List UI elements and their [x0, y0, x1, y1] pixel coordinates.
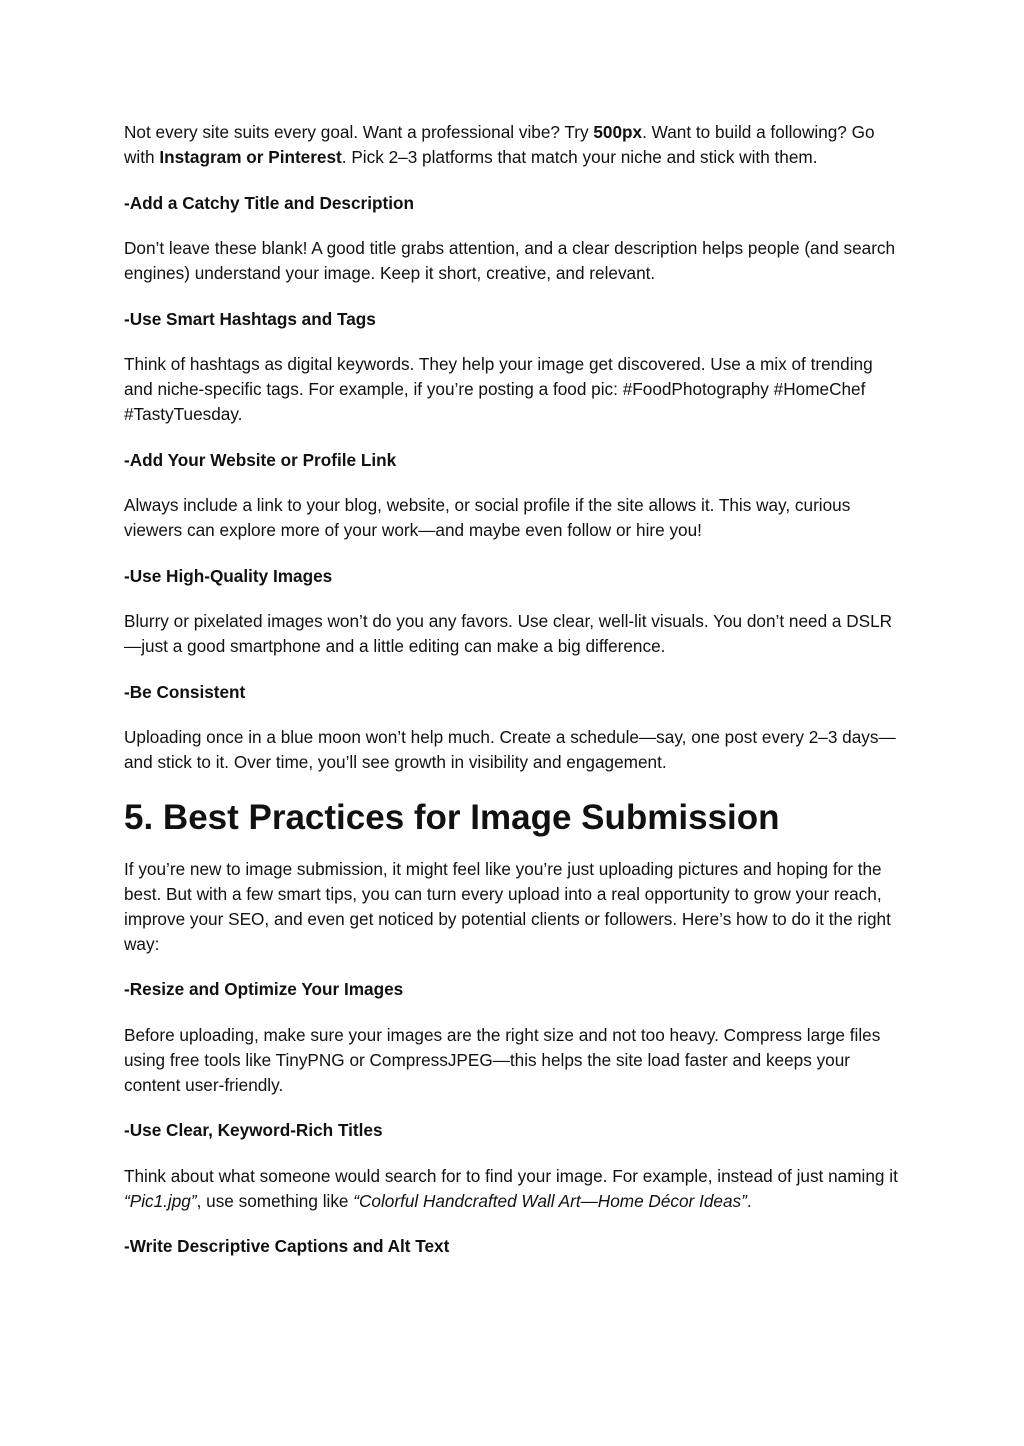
- intro-text-1: Not every site suits every goal. Want a professional vibe? Try: [124, 122, 594, 142]
- titles-italic-example-1: “Pic1.jpg”: [124, 1190, 197, 1211]
- tip-body: Don’t leave these blank! A good title grabs attention, and a clear description helps people (and search engines) understand your image. Keep it short, creative, and relevant.: [124, 238, 896, 283]
- tip-title: -Resize and Optimize Your Images: [124, 979, 404, 999]
- intro-bold-instagram-pinterest: Instagram or Pinterest: [159, 147, 342, 167]
- tip-body: Blurry or pixelated images won’t do you any favors. Use clear, well-lit visuals. You don’t need a DSLR—just a good smartphone and a little editing can make a big difference.: [124, 611, 893, 656]
- tip-title: -Use Smart Hashtags and Tags: [124, 308, 376, 329]
- document-page: [124, 120, 904, 1280]
- intro-bold-500px: 500px: [593, 122, 643, 142]
- tip-title: -Add a Catchy Title and Description: [124, 192, 415, 213]
- titles-text-1: Think about what someone would search for to find your image. For example, instead of just naming it: [124, 1165, 898, 1186]
- titles-text-3: .: [746, 1190, 752, 1211]
- tip-title: -Be Consistent: [124, 681, 246, 702]
- tip-title: -Use High-Quality Images: [124, 565, 333, 586]
- intro-text-2: . Want to build a following? Go with: [124, 122, 875, 167]
- tip-body: Always include a link to your blog, website, or social profile if the site allows it. This way, curious viewers can explore more of your work—and maybe even follow or hire you!: [124, 495, 851, 540]
- tip-body: Uploading once in a blue moon won’t help much. Create a schedule—say, one post every 2–3 days—and stick to it. Over time, you’ll see growth in visibility and engagement.: [124, 727, 896, 772]
- tip-title: -Write Descriptive Captions and Alt Text: [124, 1236, 450, 1256]
- intro-paragraph: [124, 120, 904, 170]
- intro-text-3: . Pick 2–3 platforms that match your niche and stick with them.: [341, 147, 818, 167]
- section-heading: 5. Best Practices for Image Submission: [124, 797, 780, 837]
- tip-body: Before uploading, make sure your images are the right size and not too heavy. Compress large files using free tools like TinyPNG or CompressJPEG—this helps the site load faster and keeps your content user-friendly.: [124, 1024, 881, 1095]
- tip-body: Think of hashtags as digital keywords. They help your image get discovered. Use a mix of trending and niche-specific tags. For example, if you’re posting a food pic: #FoodPhotography #HomeChef #TastyTuesday.: [124, 354, 873, 424]
- titles-text-2: , use something like: [196, 1190, 354, 1211]
- tip-body: [124, 1164, 904, 1214]
- titles-italic-example-2: “Colorful Handcrafted Wall Art—Home Décor Ideas”: [353, 1190, 747, 1211]
- section-intro: If you’re new to image submission, it might feel like you’re just uploading pictures and hoping for the best. But with a few smart tips, you can turn every upload into a real opportunity to grow your reach, improve your SEO, and even get noticed by potential clients or followers. Here’s how to do it the right way:: [124, 858, 891, 954]
- tip-title: -Add Your Website or Profile Link: [124, 449, 397, 470]
- tip-title: -Use Clear, Keyword-Rich Titles: [124, 1120, 383, 1140]
